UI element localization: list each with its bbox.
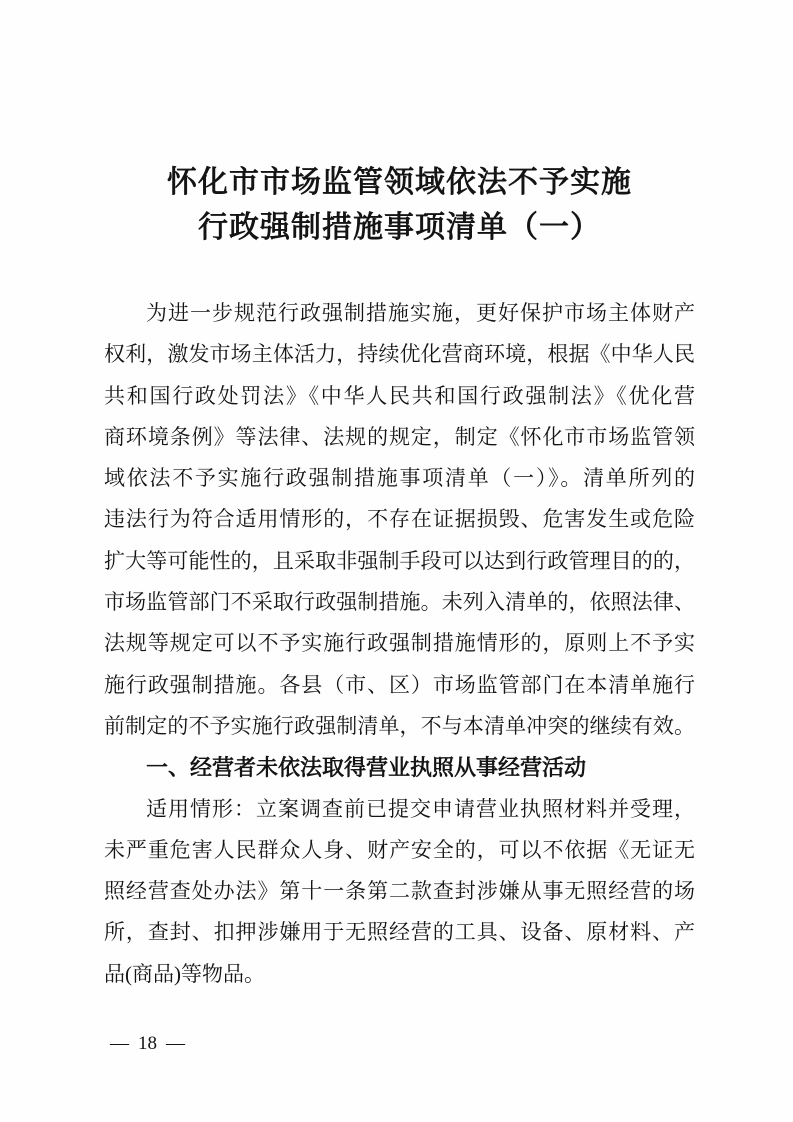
- page-number-dash-left: —: [110, 1033, 129, 1054]
- intro-line: 商环境条例》等法律、法规的规定，制定《怀化市市场监管领: [104, 424, 695, 449]
- section-1-paragraph: [104, 789, 695, 995]
- intro-line: 为进一步规范行政强制措施实施，更好保护市场主体财产: [146, 301, 695, 325]
- document-title-line-1: 怀化市市场监管领域依法不予实施: [167, 165, 632, 200]
- intro-line: 市场监管部门不采取行政强制措施。未列入清单的，依照法律、: [104, 590, 695, 615]
- intro-line: 违法行为符合适用情形的，不存在证据损毁、危害发生或危险: [104, 507, 695, 532]
- page-number-dash-right: —: [166, 1033, 185, 1054]
- section-line: 照经营查处办法》第十一条第二款查封涉嫌从事无照经营的场: [104, 879, 695, 904]
- intro-line: 前制定的不予实施行政强制清单，不与本清单冲突的继续有效。: [104, 713, 695, 738]
- section-line: 未严重危害人民群众人身、财产安全的，可以不依据《无证无: [104, 837, 695, 862]
- intro-paragraph: [104, 293, 695, 747]
- page-number: 18: [138, 1033, 157, 1054]
- section-line: 品(商品)等物品。: [104, 961, 265, 986]
- intro-line: 法规等规定可以不予实施行政强制措施情形的，原则上不予实: [104, 631, 695, 656]
- intro-line: 权利，激发市场主体活力，持续优化营商环境，根据《中华人民: [104, 342, 695, 367]
- page-number-footer: [110, 1032, 185, 1056]
- intro-line: 域依法不予实施行政强制措施事项清单（一）》。清单所列的: [104, 466, 695, 491]
- section-line: 所，查封、扣押涉嫌用于无照经营的工具、设备、原材料、产: [104, 920, 695, 945]
- intro-line: 扩大等可能性的，且采取非强制手段可以达到行政管理目的的，: [104, 548, 695, 573]
- intro-line: 共和国行政处罚法》《中华人民共和国行政强制法》《优化营: [104, 383, 695, 408]
- document-title-line-2: 行政强制措施事项清单（一）: [198, 210, 601, 245]
- section-1-heading: 一、经营者未依法取得营业执照从事经营活动: [146, 755, 587, 781]
- intro-line: 施行政强制措施。各县（市、区）市场监管部门在本清单施行: [104, 672, 695, 697]
- document-title: [104, 160, 695, 250]
- section-line: 适用情形：立案调查前已提交申请营业执照材料并受理，: [146, 796, 695, 821]
